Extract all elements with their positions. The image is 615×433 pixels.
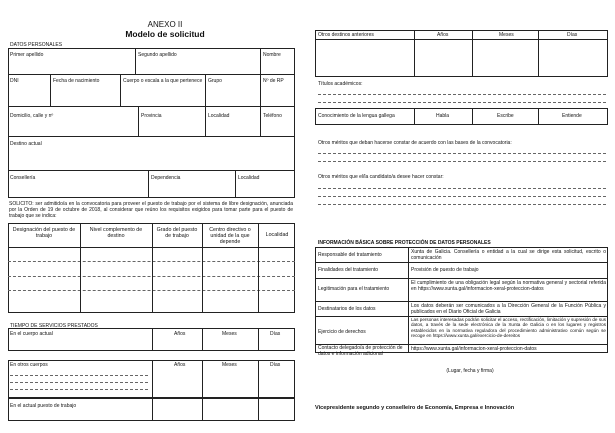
other-corps-label: En otros cuerpos <box>10 362 48 368</box>
place-date-signature: (Lugar, fecha y firma) <box>446 368 494 374</box>
locality-label: Localidad <box>208 113 230 119</box>
second-surname-label: Segundo apellido <box>138 52 177 58</box>
protection-key-1: Responsable del tratamiento <box>318 252 382 258</box>
corps-label: Cuerpo o escala a la que pertenece <box>123 78 203 84</box>
galician-write: Escribe <box>497 113 514 119</box>
post-col-locality: Localidad <box>265 232 289 238</box>
years-label-1: Años <box>174 331 186 337</box>
other-data-label: Otros méritos que el/la candidato/a desee hacer constar: <box>318 174 444 180</box>
post-col-level: Nivel complemento de destino <box>89 227 143 239</box>
phone-label: Teléfono <box>263 113 282 119</box>
other-posts-label: Otros destinos anteriores <box>318 32 374 38</box>
department-label: Consellería <box>10 175 36 181</box>
protection-key-2: Finalidades del tratamiento <box>318 267 379 273</box>
nrp-label: Nº de RP <box>263 78 284 84</box>
name-label: Nombre <box>263 52 281 58</box>
current-post-time-label: En el actual puesto de trabajo <box>10 403 77 409</box>
locality2-label: Localidad <box>238 175 260 181</box>
other-posts-days: Días <box>567 32 578 38</box>
years-label-2: Años <box>174 362 186 368</box>
protection-heading: INFORMACIÓN BÁSICA SOBRE PROTECCIÓN DE DATOS PERSONALES <box>318 240 491 246</box>
days-label-1: Días <box>270 331 281 337</box>
galician-speak: Habla <box>436 113 450 119</box>
dependency-label: Dependencia <box>151 175 181 181</box>
first-surname-label: Primer apellido <box>10 52 44 58</box>
other-posts-years: Años <box>437 32 449 38</box>
protection-val-1: Xunta de Galicia. Consellería o entidad a la cual se dirige esta solicitud, escrito o comunicación <box>411 249 606 261</box>
protection-val-6: https://www.xunta.gal/informacion-xeral-proteccion-datos <box>411 346 537 352</box>
address-label: Domicilio, calle y nº <box>10 113 54 119</box>
protection-val-5: Las personas interesadas podrán solicitar el acceso, rectificación, limitación y supresión de sus datos, a través de la sede electrónica de la Xunta de Galicia o en los lugares y registros establecidos en la normativa reguladora del procedimiento administrativo común según se recoge en https://www.xunta.gal/exercicio-de-dereitos <box>411 317 606 339</box>
protection-val-4: Los datos deberán ser comunicados a la Dirección General de la Función Pública y publicados en el Diario Oficial de Galicia <box>411 303 606 315</box>
protection-key-5: Ejercicio de derechos <box>318 329 366 335</box>
personal-data-heading: DATOS PERSONALES <box>10 42 63 48</box>
protection-val-3: El cumplimiento de una obligación legal según la normativa general y sectorial referida en https://www.xunta.gal/informacion-xeral-proteccion-datos <box>411 280 606 292</box>
protection-key-4: Destinatarios de los datos <box>318 306 376 312</box>
protection-key-3: Legitimación para el tratamiento <box>318 286 390 292</box>
annex-label: ANEXO II <box>147 20 183 29</box>
months-label-2: Meses <box>222 362 237 368</box>
other-merits-label: Otros méritos que deban hacerse constar de acuerdo con las bases de la convocatoria: <box>318 140 512 146</box>
service-heading: TIEMPO DE SERVICIOS PRESTADOS <box>10 323 98 329</box>
current-corps-label: En el cuerpo actual <box>10 331 53 337</box>
months-label-1: Meses <box>222 331 237 337</box>
other-posts-months: Meses <box>499 32 514 38</box>
post-col-unit: Centro directivo o unidad de la que depende <box>209 227 251 245</box>
protection-key-6: Contacto delegado/a de protección de datos e información adicional <box>318 345 403 357</box>
current-post-label: Destino actual <box>10 141 42 147</box>
page-title: Modelo de solicitud <box>125 29 205 39</box>
province-label: Provincia <box>141 113 162 119</box>
request-paragraph: SOLICITO: ser admitido/a en la convocatoria para proveer el puesto de trabajo por el sistema de libre designación, anunciada por la Orden de 19 de octubre de 2018, al considerar que reúno los requisitos exigidos para tomar parte para el puesto de trabajo que se indica: <box>9 201 293 219</box>
academic-label: Títulos académicos: <box>318 81 363 87</box>
post-col-grade: Grado del puesto de trabajo <box>156 227 198 239</box>
dni-label: DNI <box>10 78 19 84</box>
days-label-2: Días <box>270 362 281 368</box>
addressee: Vicepresidente segundo y conselleiro de Economía, Empresa e Innovación <box>315 405 515 411</box>
group-label: Grupo <box>208 78 222 84</box>
post-col-designation: Designación del puesto de trabajo <box>12 227 76 239</box>
protection-val-2: Provisión de puesto de trabajo <box>411 267 479 273</box>
galician-understand: Entiende <box>562 113 582 119</box>
birth-date-label: Fecha de nacimiento <box>53 78 100 84</box>
galician-label: Conocimiento de la lengua gallega <box>318 113 395 119</box>
